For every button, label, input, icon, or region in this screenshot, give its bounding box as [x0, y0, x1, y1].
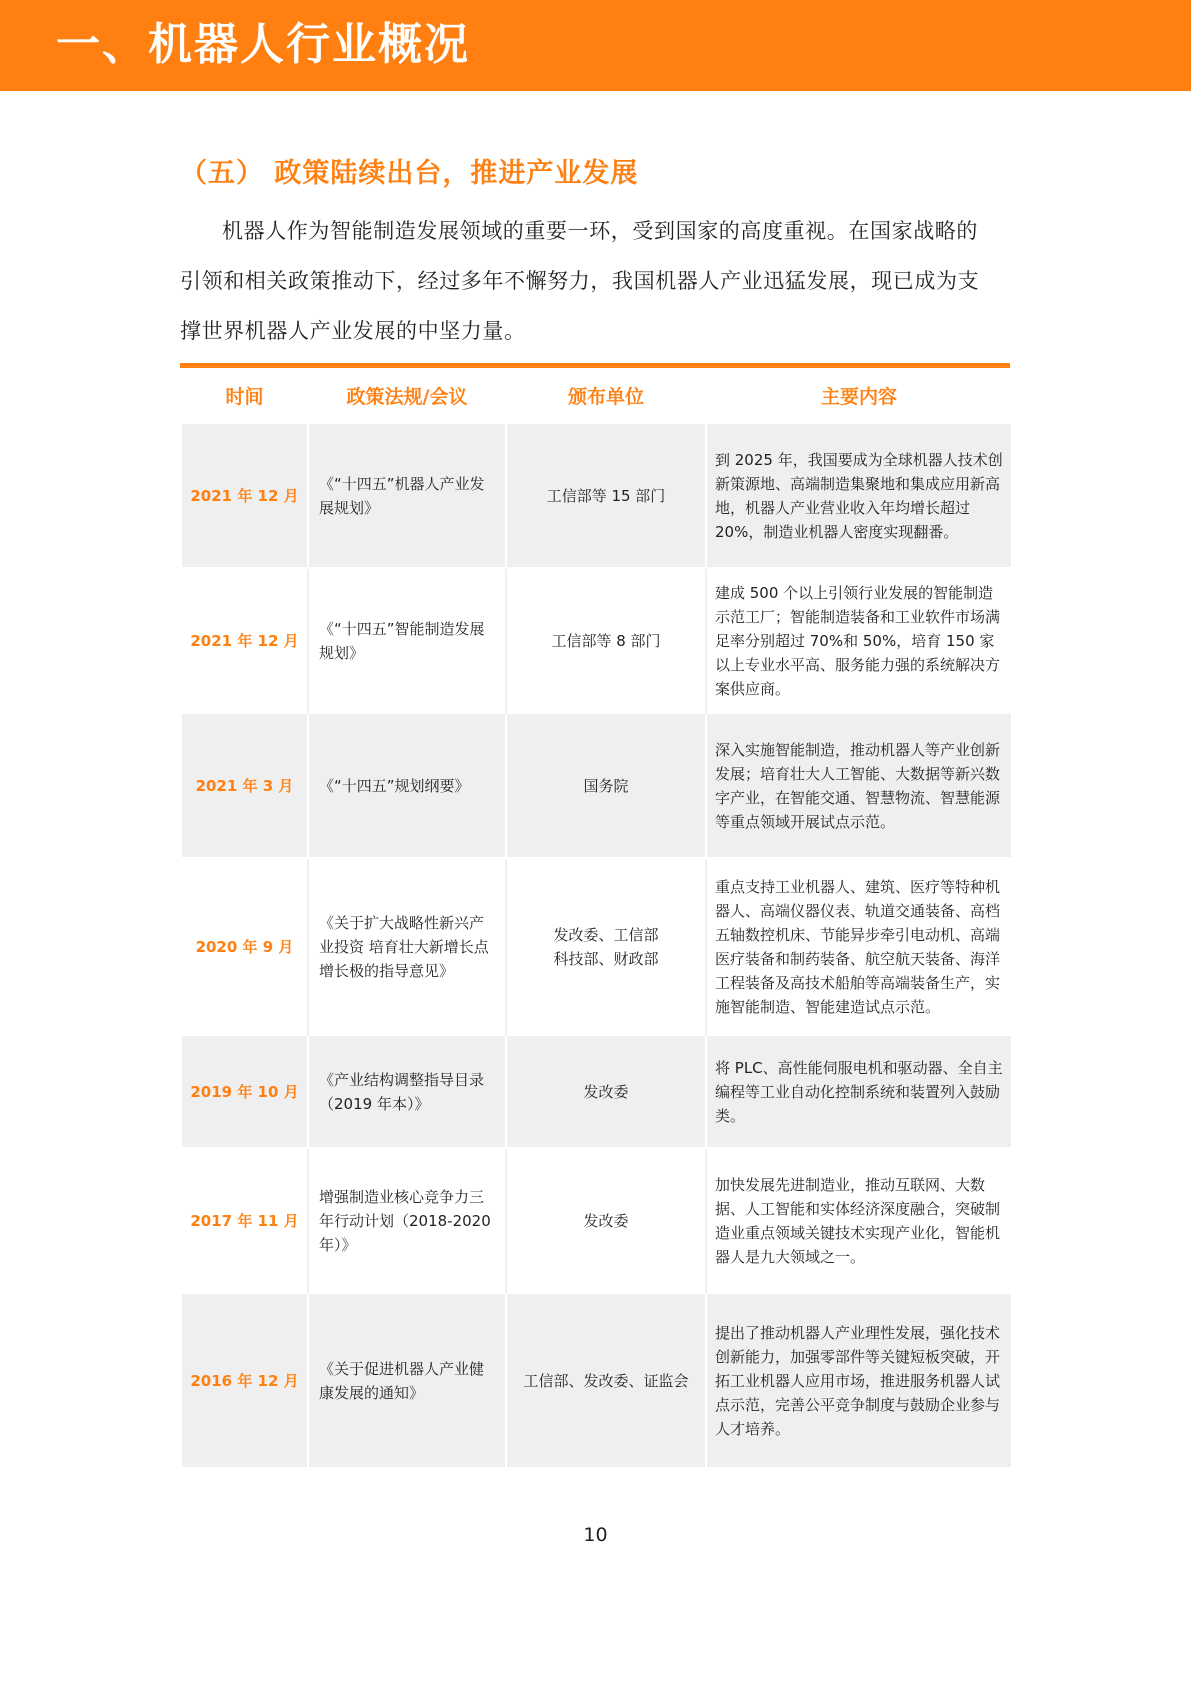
row-content: 加快发展先进制造业，推动互联网、大数据、人工智能和实体经济深度融合，突破制造业重点领域关键技术实现产业化，智能机器人是九大领域之一。: [706, 1148, 1011, 1293]
row-policy: 《产业结构调整指导目录（2019 年本）》: [308, 1035, 506, 1148]
row-content: 建成 500 个以上引领行业发展的智能制造示范工厂；智能制造装备和工业软件市场满足率分别超过 70%和 50%，培育 150 家以上专业水平高、服务能力强的系统解决方案供应商。: [706, 568, 1011, 713]
table-row: [181, 713, 1011, 858]
row-policy: 增强制造业核心竞争力三年行动计划（2018-2020 年）》: [308, 1148, 506, 1293]
header-content: 主要内容: [706, 368, 1011, 423]
table-row: [181, 568, 1011, 713]
chapter-title: 一、机器人行业概况: [56, 19, 470, 70]
row-date: 2021 年 12 月: [181, 568, 308, 713]
table-row: [181, 423, 1011, 568]
row-date: 2019 年 10 月: [181, 1035, 308, 1148]
row-org: 发改委、工信部 科技部、财政部: [506, 858, 706, 1035]
row-org: 发改委: [506, 1148, 706, 1293]
row-content: 将 PLC、高性能伺服电机和驱动器、全自主编程等工业自动化控制系统和装置列入鼓励类。: [706, 1035, 1011, 1148]
header-policy: 政策法规/会议: [308, 368, 506, 423]
table-row: [181, 1293, 1011, 1467]
chapter-header-bar: [0, 0, 1191, 91]
row-policy: 《“十四五”规划纲要》: [308, 713, 506, 858]
policy-table: [180, 363, 1010, 1467]
row-content: 深入实施智能制造，推动机器人等产业创新发展；培育壮大人工智能、大数据等新兴数字产业，在智能交通、智慧物流、智慧能源等重点领域开展试点示范。: [706, 713, 1011, 858]
row-org: 发改委: [506, 1035, 706, 1148]
row-date: 2020 年 9 月: [181, 858, 308, 1035]
row-policy: 《关于扩大战略性新兴产业投资 培育壮大新增长点增长极的指导意见》: [308, 858, 506, 1035]
intro-text: 机器人作为智能制造发展领域的重要一环，受到国家的高度重视。在国家战略的引领和相关政策推动下，经过多年不懈努力，我国机器人产业迅猛发展，现已成为支撑世界机器人产业发展的中坚力量。: [180, 219, 980, 343]
row-policy: 《关于促进机器人产业健康发展的通知》: [308, 1293, 506, 1467]
page-number: 10: [583, 1524, 608, 1546]
row-org: 工信部等 8 部门: [506, 568, 706, 713]
row-date: 2016 年 12 月: [181, 1293, 308, 1467]
row-date: 2021 年 3 月: [181, 713, 308, 858]
row-date: 2017 年 11 月: [181, 1148, 308, 1293]
row-policy: 《“十四五”机器人产业发展规划》: [308, 423, 506, 568]
row-org: 工信部、发改委、证监会: [506, 1293, 706, 1467]
row-date: 2021 年 12 月: [181, 423, 308, 568]
row-org: 工信部等 15 部门: [506, 423, 706, 568]
section-title: （五） 政策陆续出台，推进产业发展: [180, 158, 639, 189]
row-policy: 《“十四五”智能制造发展规划》: [308, 568, 506, 713]
table-row: [181, 1035, 1011, 1148]
table-row: [181, 1148, 1011, 1293]
row-content: 重点支持工业机器人、建筑、医疗等特种机器人、高端仪器仪表、轨道交通装备、高档五轴数控机床、节能异步牵引电动机、高端医疗装备和制药装备、航空航天装备、海洋工程装备及高技术船舶等高端装备生产，实施智能制造、智能建造试点示范。: [706, 858, 1011, 1035]
table-row: [181, 858, 1011, 1035]
row-content: 到 2025 年，我国要成为全球机器人技术创新策源地、高端制造集聚地和集成应用新高地，机器人产业营业收入年均增长超过 20%，制造业机器人密度实现翻番。: [706, 423, 1011, 568]
table-header-row: [181, 368, 1011, 423]
intro-paragraph: [180, 206, 980, 356]
header-date: 时间: [181, 368, 308, 423]
row-content: 提出了推动机器人产业理性发展，强化技术创新能力，加强零部件等关键短板突破，开拓工业机器人应用市场，推进服务机器人试点示范，完善公平竞争制度与鼓励企业参与人才培养。: [706, 1293, 1011, 1467]
row-org: 国务院: [506, 713, 706, 858]
header-org: 颁布单位: [506, 368, 706, 423]
